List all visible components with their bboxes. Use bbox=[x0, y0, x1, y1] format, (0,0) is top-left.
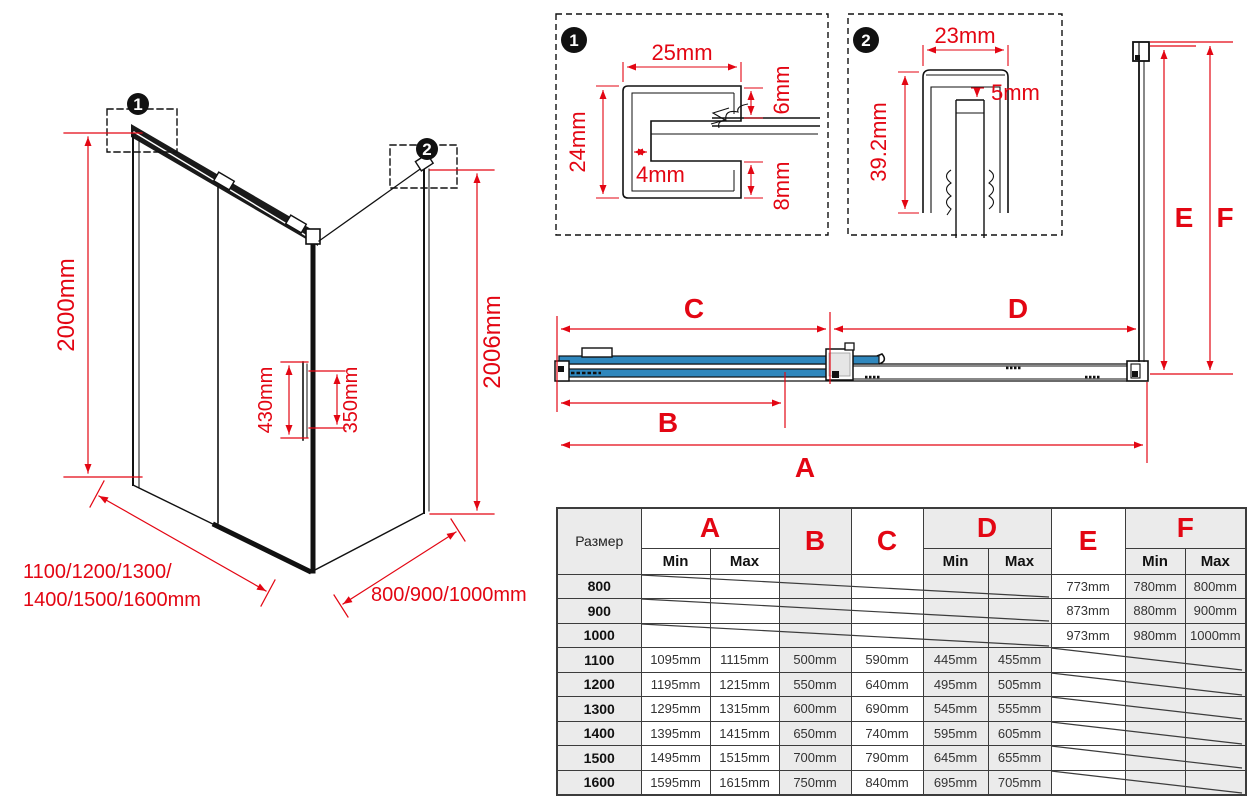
table-cell-e bbox=[1051, 721, 1125, 746]
table-header-e: E bbox=[1051, 508, 1125, 574]
table-cell-d_max: 605mm bbox=[988, 721, 1051, 746]
table-cell-f_max bbox=[1185, 721, 1246, 746]
plan-label-b: B bbox=[657, 407, 679, 438]
table-cell-size: 800 bbox=[557, 574, 641, 599]
table-cell-f_min bbox=[1125, 746, 1185, 771]
table-row bbox=[557, 623, 1246, 648]
table-cell-f_min bbox=[1125, 770, 1185, 795]
table-header-a-max: Max bbox=[710, 548, 779, 574]
table-cell-d_max: 655mm bbox=[988, 746, 1051, 771]
table-cell-a_min: 1295mm bbox=[641, 697, 710, 722]
table-cell-f_min bbox=[1125, 648, 1185, 673]
detail-1-top-dim: 25mm bbox=[651, 40, 713, 65]
table-cell-a_min: 1195mm bbox=[641, 672, 710, 697]
table-cell-size: 1200 bbox=[557, 672, 641, 697]
table-cell-a_max bbox=[710, 599, 779, 624]
side-top-bracket bbox=[1133, 42, 1149, 61]
table-header-a-min: Min bbox=[641, 548, 710, 574]
table-row bbox=[557, 697, 1246, 722]
table-header-d-max: Max bbox=[988, 548, 1051, 574]
detail-1-left-dim: 24mm bbox=[565, 111, 590, 173]
table-cell-e: 873mm bbox=[1051, 599, 1125, 624]
plan-label-d: D bbox=[1007, 293, 1029, 324]
corner-post bbox=[306, 229, 320, 571]
table-cell-b: 600mm bbox=[779, 697, 851, 722]
table-cell-f_min bbox=[1125, 697, 1185, 722]
detail-1 bbox=[556, 14, 828, 235]
table-row bbox=[557, 599, 1246, 624]
detail-2 bbox=[848, 14, 1062, 238]
table-header-d-min: Min bbox=[923, 548, 988, 574]
left-panel bbox=[133, 136, 311, 572]
table-cell-size: 900 bbox=[557, 599, 641, 624]
table-cell-size: 1300 bbox=[557, 697, 641, 722]
table-cell-d_max: 505mm bbox=[988, 672, 1051, 697]
table-cell-a_max: 1515mm bbox=[710, 746, 779, 771]
table-cell-size: 1400 bbox=[557, 721, 641, 746]
table-cell-f_min: 980mm bbox=[1125, 623, 1185, 648]
table-cell-d_min: 645mm bbox=[923, 746, 988, 771]
table-cell-a_max: 1215mm bbox=[710, 672, 779, 697]
table-cell-e bbox=[1051, 697, 1125, 722]
table-cell-d_min bbox=[923, 623, 988, 648]
table-cell-a_min bbox=[641, 623, 710, 648]
table-cell-d_max: 705mm bbox=[988, 770, 1051, 795]
table-cell-f_min bbox=[1125, 721, 1185, 746]
table-cell-d_max: 455mm bbox=[988, 648, 1051, 673]
table-cell-f_max bbox=[1185, 697, 1246, 722]
iso-view bbox=[23, 93, 527, 617]
plan-door-glass-lower bbox=[567, 369, 828, 377]
detail-2-badge-number: 2 bbox=[861, 31, 871, 50]
plan-view bbox=[555, 293, 1148, 483]
table-cell-b: 700mm bbox=[779, 746, 851, 771]
table-cell-d_max bbox=[988, 623, 1051, 648]
table-cell-f_max bbox=[1185, 648, 1246, 673]
table-row bbox=[557, 746, 1246, 771]
table-cell-d_min: 495mm bbox=[923, 672, 988, 697]
table-cell-b: 650mm bbox=[779, 721, 851, 746]
table-cell-size: 1600 bbox=[557, 770, 641, 795]
size-table-container bbox=[556, 507, 1247, 796]
side-label-e: E bbox=[1174, 202, 1194, 233]
table-cell-c: 840mm bbox=[851, 770, 923, 795]
table-cell-f_max bbox=[1185, 672, 1246, 697]
table-cell-b bbox=[779, 574, 851, 599]
table-cell-a_min bbox=[641, 574, 710, 599]
detail-2-top-dim: 23mm bbox=[934, 23, 996, 48]
badge-1-number: 1 bbox=[133, 95, 143, 114]
table-cell-d_min: 595mm bbox=[923, 721, 988, 746]
table-cell-a_min: 1095mm bbox=[641, 648, 710, 673]
table-cell-size: 1500 bbox=[557, 746, 641, 771]
side-panel bbox=[311, 154, 433, 572]
door-handle bbox=[303, 362, 307, 440]
table-row bbox=[557, 648, 1246, 673]
iso-depth-label: 800/900/1000mm bbox=[371, 584, 527, 606]
table-row bbox=[557, 770, 1246, 795]
side-panel-edge bbox=[1139, 60, 1144, 362]
detail-1-right-bottom-dim: 8mm bbox=[769, 161, 794, 211]
table-cell-c bbox=[851, 623, 923, 648]
badge-2-number: 2 bbox=[422, 140, 432, 159]
table-cell-d_max bbox=[988, 599, 1051, 624]
table-cell-d_max bbox=[988, 574, 1051, 599]
table-cell-a_max: 1415mm bbox=[710, 721, 779, 746]
table-cell-e: 773mm bbox=[1051, 574, 1125, 599]
table-header-size: Размер bbox=[557, 508, 641, 574]
iso-handle-inner-label: 350mm bbox=[340, 366, 362, 434]
plan-label-c: C bbox=[683, 293, 705, 324]
table-cell-c: 790mm bbox=[851, 746, 923, 771]
table-cell-e bbox=[1051, 770, 1125, 795]
plan-corner-block bbox=[1127, 361, 1148, 381]
side-view bbox=[1133, 42, 1234, 374]
table-cell-a_max: 1615mm bbox=[710, 770, 779, 795]
table-header-f: F bbox=[1125, 508, 1246, 548]
table-cell-b: 500mm bbox=[779, 648, 851, 673]
table-cell-b bbox=[779, 599, 851, 624]
table-header-c: C bbox=[851, 508, 923, 574]
table-row bbox=[557, 574, 1246, 599]
table-cell-f_max bbox=[1185, 770, 1246, 795]
table-header-f-min: Min bbox=[1125, 548, 1185, 574]
table-cell-f_min: 780mm bbox=[1125, 574, 1185, 599]
iso-width-label-line1: 1100/1200/1300/ bbox=[23, 561, 172, 583]
table-cell-b: 750mm bbox=[779, 770, 851, 795]
table-cell-c: 690mm bbox=[851, 697, 923, 722]
detail-1-badge-number: 1 bbox=[569, 31, 579, 50]
table-cell-a_max bbox=[710, 623, 779, 648]
iso-height-right-label: 2006mm bbox=[479, 295, 506, 389]
iso-width-label-line2: 1400/1500/1600mm bbox=[23, 589, 201, 611]
plan-label-a: A bbox=[794, 452, 816, 483]
table-cell-a_max: 1315mm bbox=[710, 697, 779, 722]
table-cell-e bbox=[1051, 648, 1125, 673]
table-cell-f_max: 1000mm bbox=[1185, 623, 1246, 648]
iso-handle-outer-label: 430mm bbox=[255, 366, 277, 434]
badge-2 bbox=[416, 138, 438, 160]
detail-1-badge bbox=[561, 27, 587, 53]
table-cell-b bbox=[779, 623, 851, 648]
table-cell-c: 590mm bbox=[851, 648, 923, 673]
table-cell-c bbox=[851, 599, 923, 624]
plan-carriage-left bbox=[582, 348, 612, 357]
table-cell-d_min bbox=[923, 574, 988, 599]
table-cell-a_min bbox=[641, 599, 710, 624]
table-cell-c: 640mm bbox=[851, 672, 923, 697]
table-cell-f_max: 900mm bbox=[1185, 599, 1246, 624]
table-header-d: D bbox=[923, 508, 1051, 548]
table-row bbox=[557, 721, 1246, 746]
table-cell-d_max: 555mm bbox=[988, 697, 1051, 722]
plan-dim-lines bbox=[557, 312, 1147, 463]
iso-height-left-label: 2000mm bbox=[53, 258, 80, 352]
badge-1 bbox=[127, 93, 149, 115]
detail-2-badge bbox=[853, 27, 879, 53]
table-header-a: A bbox=[641, 508, 779, 548]
detail-1-right-top-dim: 6mm bbox=[769, 65, 794, 115]
table-cell-f_min bbox=[1125, 672, 1185, 697]
table-cell-f_max: 800mm bbox=[1185, 574, 1246, 599]
table-cell-size: 1100 bbox=[557, 648, 641, 673]
detail-2-gap-dim: 5mm bbox=[991, 80, 1040, 105]
detail-2-left-dim: 39.2mm bbox=[866, 102, 891, 182]
table-cell-d_min: 545mm bbox=[923, 697, 988, 722]
table-cell-a_min: 1395mm bbox=[641, 721, 710, 746]
table-cell-a_min: 1595mm bbox=[641, 770, 710, 795]
table-cell-b: 550mm bbox=[779, 672, 851, 697]
side-label-f: F bbox=[1216, 202, 1234, 233]
table-cell-f_min: 880mm bbox=[1125, 599, 1185, 624]
table-cell-size: 1000 bbox=[557, 623, 641, 648]
table-cell-a_max bbox=[710, 574, 779, 599]
table-cell-d_min: 695mm bbox=[923, 770, 988, 795]
table-cell-a_max: 1115mm bbox=[710, 648, 779, 673]
table-cell-e bbox=[1051, 672, 1125, 697]
table-cell-e bbox=[1051, 746, 1125, 771]
table-cell-c: 740mm bbox=[851, 721, 923, 746]
table-row bbox=[557, 672, 1246, 697]
size-table bbox=[556, 507, 1247, 796]
table-header-f-max: Max bbox=[1185, 548, 1246, 574]
table-cell-f_max bbox=[1185, 746, 1246, 771]
table-cell-c bbox=[851, 574, 923, 599]
table-cell-a_min: 1495mm bbox=[641, 746, 710, 771]
table-cell-d_min bbox=[923, 599, 988, 624]
table-cell-d_min: 445mm bbox=[923, 648, 988, 673]
detail-1-gap-dim: 4mm bbox=[636, 162, 685, 187]
table-header-b: B bbox=[779, 508, 851, 574]
table-cell-e: 973mm bbox=[1051, 623, 1125, 648]
